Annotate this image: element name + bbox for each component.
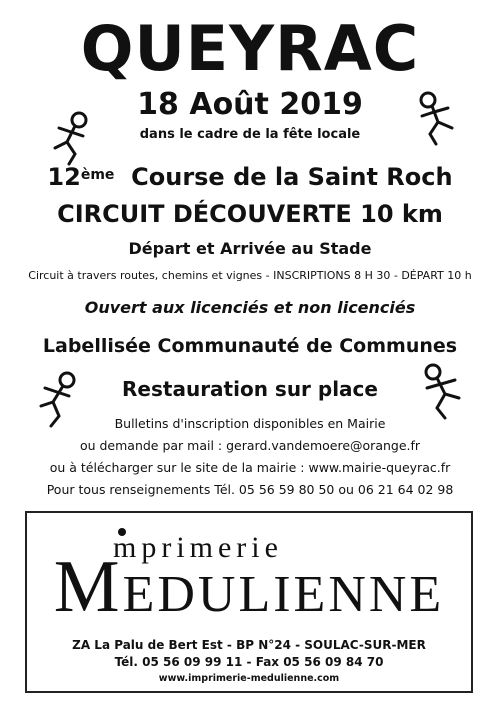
- info-line: ou à télécharger sur le site de la mairie : www.mairie-queyrac.fr: [49, 460, 451, 475]
- open-to: Ouvert aux licenciés et non licenciés: [84, 298, 416, 317]
- start-finish: Départ et Arrivée au Stade: [128, 239, 372, 258]
- sponsor-box: [25, 511, 473, 693]
- sponsor-address: ZA La Palu de Bert Est - BP N°24 - SOULAC-SUR-MER: [72, 638, 426, 652]
- sponsor-name-rest: EDULIENNE: [122, 566, 445, 623]
- circuit-title: CIRCUIT DÉCOUVERTE 10 km: [57, 200, 443, 228]
- race-ordinal: ème: [80, 167, 115, 183]
- race-number: 12: [47, 163, 81, 191]
- town-title: QUEYRAC: [80, 12, 420, 85]
- sponsor-phones: Tél. 05 56 09 99 11 - Fax 05 56 09 84 70: [114, 655, 384, 669]
- runner-icon: [405, 88, 467, 148]
- race-title: [0, 161, 500, 193]
- runner-icon: [38, 108, 100, 168]
- sponsor-initial: M: [53, 546, 123, 628]
- label-text: Labellisée Communauté de Communes: [42, 335, 458, 357]
- route-info: Circuit à travers routes, chemins et vignes - INSCRIPTIONS 8 H 30 - DÉPART 10 h: [28, 269, 472, 282]
- event-context: dans le cadre de la fête locale: [139, 127, 361, 142]
- catering: Restauration sur place: [122, 377, 378, 401]
- sponsor-line1: mprimerie: [113, 531, 283, 564]
- info-line: Pour tous renseignements Tél. 05 56 59 80 50 ou 06 21 64 02 98: [46, 482, 454, 497]
- sponsor-web: www.imprimerie-medulienne.com: [158, 673, 340, 684]
- info-line: ou demande par mail : gerard.vandemoere@orange.fr: [79, 438, 421, 453]
- event-date: 18 Août 2019: [137, 87, 363, 122]
- runner-icon: [412, 362, 474, 422]
- info-line: Bulletins d'inscription disponibles en Mairie: [114, 416, 386, 431]
- race-name: Course de la Saint Roch: [131, 163, 453, 191]
